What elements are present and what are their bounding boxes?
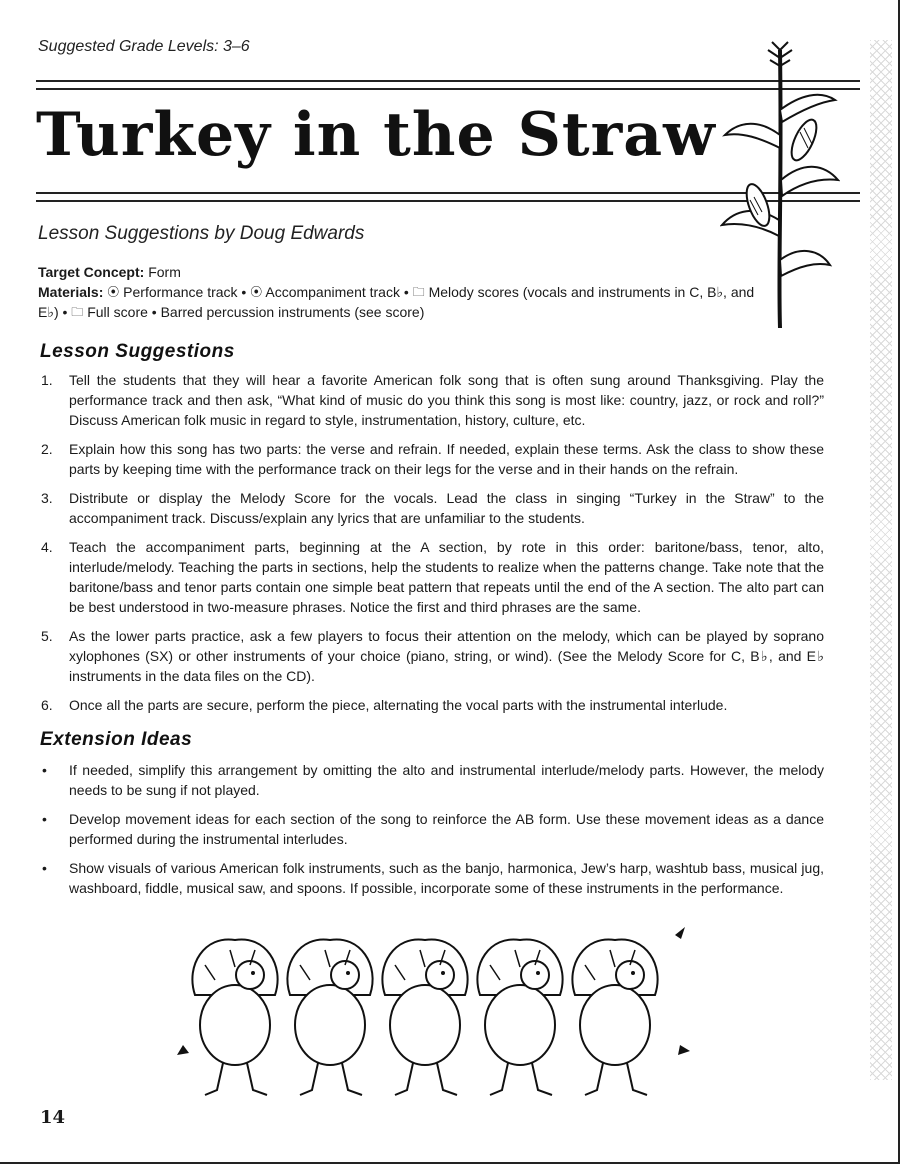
item-text: Show visuals of various American folk instruments, such as the banjo, harmonica, Jew’s harp, washtub bass, musical jug, washboard, fiddle, musical saw, and spoons. If possible, incorporate some of these instruments in the performance. bbox=[69, 860, 824, 896]
grade-levels: Suggested Grade Levels: 3–6 bbox=[38, 38, 250, 55]
material-separator: • bbox=[241, 284, 247, 300]
bullet: • bbox=[42, 860, 47, 876]
material-full-score: Full score bbox=[87, 304, 148, 320]
material-barred-percussion: Barred percussion instruments (see score) bbox=[160, 304, 425, 320]
bullet: • bbox=[42, 762, 47, 778]
list-item bbox=[40, 809, 824, 849]
turkey-drawing bbox=[192, 939, 277, 1095]
item-number: 6. bbox=[41, 697, 53, 713]
cd-track-icon: ⦿ bbox=[107, 285, 120, 299]
list-item bbox=[40, 439, 824, 479]
lesson-meta bbox=[38, 262, 758, 322]
materials-label: Materials: bbox=[38, 284, 104, 300]
item-text: Once all the parts are secure, perform the piece, alternating the vocal parts with the instrumental interlude. bbox=[69, 697, 728, 713]
item-number: 5. bbox=[41, 628, 53, 644]
item-number: 1. bbox=[41, 372, 53, 388]
cd-track-icon: ⦿ bbox=[250, 285, 263, 299]
list-item bbox=[40, 695, 824, 715]
material-separator: • bbox=[403, 284, 409, 300]
item-text: Explain how this song has two parts: the verse and refrain. If needed, explain these terms. Ask the class to show these parts by keeping time with the performance track on their legs for the verse and in their hands on the refrain. bbox=[69, 441, 824, 477]
material-accompaniment-track: Accompaniment track bbox=[265, 284, 400, 300]
item-number: 4. bbox=[41, 539, 53, 555]
material-separator: • bbox=[151, 304, 157, 320]
lesson-suggestions-heading: Lesson Suggestions bbox=[40, 341, 235, 362]
lesson-suggestions-list bbox=[40, 370, 824, 724]
item-text: If needed, simplify this arrangement by omitting the alto and instrumental interlude/melody parts. However, the melody needs to be sung if not played. bbox=[69, 762, 824, 798]
material-separator: • bbox=[62, 304, 68, 320]
list-item bbox=[40, 858, 824, 898]
extension-ideas-list bbox=[40, 760, 824, 907]
item-number: 2. bbox=[41, 441, 53, 457]
extension-ideas-heading: Extension Ideas bbox=[40, 729, 193, 750]
materials-line bbox=[38, 282, 758, 322]
list-item bbox=[40, 626, 824, 686]
list-item bbox=[40, 488, 824, 528]
item-number: 3. bbox=[41, 490, 53, 506]
list-item bbox=[40, 370, 824, 430]
page-number: 14 bbox=[40, 1107, 66, 1128]
target-concept-label: Target Concept: bbox=[38, 264, 145, 280]
page-title: Turkey in the Straw bbox=[36, 100, 716, 170]
folder-file-icon: 🗀 bbox=[412, 285, 425, 299]
item-text: As the lower parts practice, ask a few players to focus their attention on the melody, which can be played by soprano xylophones (SX) or other instruments of your choice (piano, string, or wind). (See the Melody Score for C, B♭, and E♭ instruments in the data files on the CD). bbox=[69, 628, 824, 684]
list-item bbox=[40, 760, 824, 800]
dancing-turkeys-illustration bbox=[175, 905, 695, 1105]
item-text: Distribute or display the Melody Score for the vocals. Lead the class in singing “Turkey in the Straw” to the accompaniment track. Discuss/explain any lyrics that are unfamiliar to the students. bbox=[69, 490, 824, 526]
list-item bbox=[40, 537, 824, 617]
item-text: Teach the accompaniment parts, beginning at the A section, by rote in this order: baritone/bass, tenor, alto, interlude/melody. Teaching the parts in sections, help the students to realize when the patterns change. Take note that the baritone/bass and tenor parts contain one simple beat pattern that repeats until the end of the A section. The alto part can be best understood in two-measure phrases. Notice the first and third phrases are the same. bbox=[69, 539, 824, 615]
target-concept-value: Form bbox=[148, 264, 181, 280]
target-concept-line bbox=[38, 262, 758, 282]
item-text: Develop movement ideas for each section of the song to reinforce the AB form. Use these movement ideas as a dance performed during the instrumental interludes. bbox=[69, 811, 824, 847]
material-melody-scores: Melody scores (vocals and instruments in C, B♭, and E♭) bbox=[38, 284, 755, 320]
item-text: Tell the students that they will hear a favorite American folk song that is often sung around Thanksgiving. Play the performance track and then ask, “What kind of music do you think this song is most like: country, jazz, or rock and roll?” Discuss American folk music in regard to style, instrumentation, history, culture, etc. bbox=[69, 372, 824, 428]
byline: Lesson Suggestions by Doug Edwards bbox=[38, 223, 365, 244]
material-performance-track: Performance track bbox=[123, 284, 238, 300]
decorative-side-strip bbox=[870, 40, 892, 1080]
bullet: • bbox=[42, 811, 47, 827]
folder-file-icon: 🗀 bbox=[71, 305, 84, 319]
